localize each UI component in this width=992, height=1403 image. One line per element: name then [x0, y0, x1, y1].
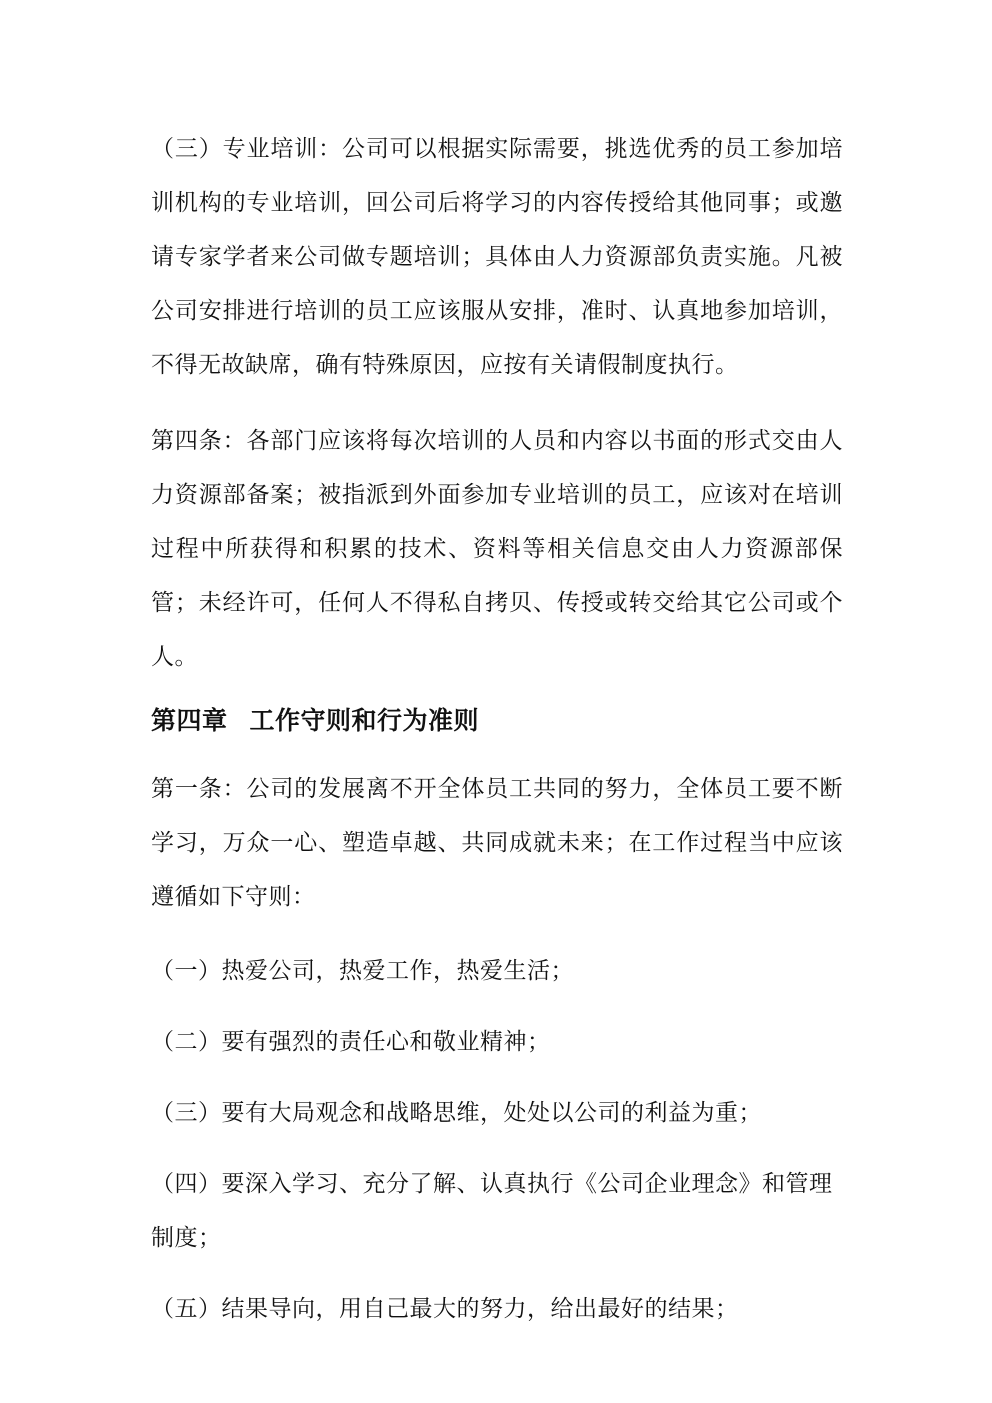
rule-item-4: （四）要深入学习、充分了解、认真执行《公司企业理念》和管理制度； [151, 1171, 833, 1251]
rule-item-3: （三）要有大局观念和战略思维，处处以公司的利益为重； [151, 1100, 762, 1126]
rule-item-5: （五）结果导向，用自己最大的努力，给出最好的结果； [151, 1296, 739, 1322]
rule-item-1: （一）热爱公司，热爱工作，热爱生活； [151, 958, 574, 984]
rule-item-2: （二）要有强烈的责任心和敬业精神； [151, 1029, 551, 1055]
document-page [151, 122, 843, 1353]
paragraph-spacer [151, 392, 843, 414]
chapter-heading [151, 694, 843, 748]
article-1-paragraph: 第一条：公司的发展离不开全体员工共同的努力，全体员工要不断学习，万众一心、塑造卓越、共同成就未来；在工作过程当中应该遵循如下守则： [151, 776, 843, 910]
paragraph-spacer [151, 924, 843, 944]
article-4-paragraph: 第四条：各部门应该将每次培训的人员和内容以书面的形式交由人力资源部备案；被指派到外面参加专业培训的员工，应该对在培训过程中所获得和积累的技术、资料等相关信息交由人力资源部保管；未经许可，任何人不得私自拷贝、传授或转交给其它公司或个人。 [151, 428, 843, 670]
chapter-number: 第四章 [151, 706, 228, 735]
training-paragraph: （三）专业培训：公司可以根据实际需要，挑选优秀的员工参加培训机构的专业培训，回公司后将学习的内容传授给其他同事；或邀请专家学者来公司做专题培训；具体由人力资源部负责实施。凡被公司安排进行培训的员工应该服从安排，准时、认真地参加培训，不得无故缺席，确有特殊原因，应按有关请假制度执行。 [151, 136, 843, 378]
chapter-title: 工作守则和行为准则 [249, 706, 480, 735]
